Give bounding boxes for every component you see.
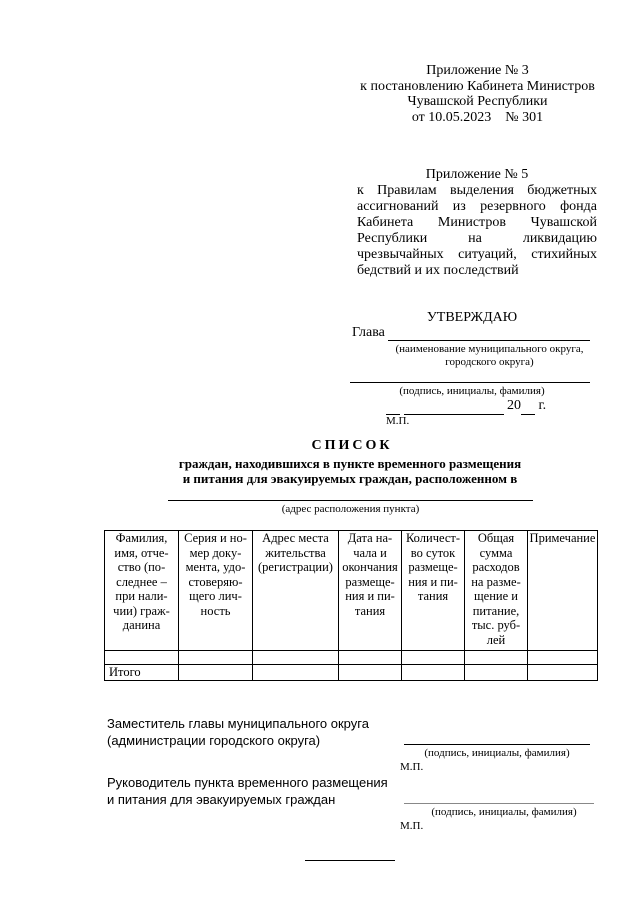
point-head-line-1: Руководитель пункта временного размещения bbox=[107, 775, 388, 790]
point-head-stamp: М.П. bbox=[400, 820, 424, 832]
deputy-signature-title bbox=[107, 715, 369, 749]
year-prefix: 20 bbox=[507, 398, 521, 413]
closing-separator bbox=[305, 860, 395, 861]
table-row bbox=[105, 651, 598, 665]
approver-signature-hint: (подпись, инициалы, фамилия) bbox=[399, 385, 545, 397]
table-cell[interactable] bbox=[339, 665, 402, 681]
deputy-line-2: (администрации городского округа) bbox=[107, 733, 321, 748]
appendix-3-line-2: Чувашской Республики bbox=[407, 94, 548, 109]
table-cell[interactable] bbox=[179, 651, 253, 665]
year-suffix: г. bbox=[538, 398, 547, 413]
table-cell[interactable] bbox=[528, 651, 598, 665]
address-line[interactable] bbox=[168, 500, 533, 501]
col-dates: Дата начала и окончания размещения и питания bbox=[339, 531, 402, 651]
total-label: Итого bbox=[105, 665, 179, 681]
deputy-line-1: Заместитель главы муниципального округа bbox=[107, 716, 369, 731]
table-header-row bbox=[105, 531, 598, 651]
municipality-name-line[interactable] bbox=[388, 340, 590, 341]
subtitle-line-1: граждан, находившихся в пункте временного размещения bbox=[178, 456, 522, 471]
document-subtitle bbox=[100, 456, 600, 486]
table-cell[interactable] bbox=[465, 651, 528, 665]
appendix-3-block bbox=[350, 63, 605, 125]
month-field[interactable] bbox=[404, 398, 504, 415]
municipality-hint bbox=[382, 343, 597, 368]
table-cell[interactable] bbox=[528, 665, 598, 681]
appendix-3-date-line: от 10.05.2023 № 301 bbox=[411, 109, 544, 125]
persons-table bbox=[104, 530, 598, 681]
col-document: Серия и номер документа, удостоверяющего личность bbox=[179, 531, 253, 651]
head-label: Глава bbox=[352, 325, 385, 340]
col-address: Адрес места жительства (регистрации) bbox=[253, 531, 339, 651]
deputy-signature-hint: (подпись, инициалы, фамилия) bbox=[424, 747, 570, 759]
table-cell[interactable] bbox=[339, 651, 402, 665]
point-head-line-2: и питания для эвакуируемых граждан bbox=[107, 792, 336, 807]
table-total-row bbox=[105, 665, 598, 681]
deputy-signature-line[interactable] bbox=[404, 744, 590, 745]
day-field[interactable] bbox=[386, 398, 400, 415]
table-cell[interactable] bbox=[402, 665, 465, 681]
point-head-signature-hint: (подпись, инициалы, фамилия) bbox=[431, 806, 577, 818]
table-cell[interactable] bbox=[105, 651, 179, 665]
municipality-hint-line-1: (наименование муниципального округа, bbox=[395, 343, 584, 355]
deputy-stamp: М.П. bbox=[400, 761, 424, 773]
appendix-5-text: к Правилам выделения бюджетных ассигнований из резервного фонда Кабинета Министров Чувашской Республики на ликвидацию чрезвычайных ситуаций, стихийных бедствий и их последствий bbox=[357, 183, 597, 278]
col-note: Примечание bbox=[528, 531, 598, 651]
table-cell[interactable] bbox=[465, 665, 528, 681]
appendix-3-title: Приложение № 3 bbox=[426, 63, 529, 78]
appendix-5-title: Приложение № 5 bbox=[425, 167, 529, 182]
point-head-signature-line[interactable] bbox=[404, 803, 594, 804]
appendix-3-line-1: к постановлению Кабинета Министров bbox=[360, 78, 595, 94]
year-field[interactable] bbox=[521, 398, 535, 415]
table-cell[interactable] bbox=[253, 665, 339, 681]
approval-stamp: М.П. bbox=[386, 415, 410, 427]
subtitle-line-2: и питания для эвакуируемых граждан, расположенном в bbox=[182, 471, 518, 486]
point-head-signature-title bbox=[107, 774, 388, 808]
col-days-count: Количество суток размещения и питания bbox=[402, 531, 465, 651]
col-total-amount: Общая сумма расходов на размещение и питание, тыс. рублей bbox=[465, 531, 528, 651]
approval-date bbox=[386, 398, 546, 415]
document-title: СПИСОК bbox=[311, 438, 393, 453]
table-cell[interactable] bbox=[402, 651, 465, 665]
col-full-name: Фамилия, имя, отчество (последнее – при наличии) гражданина bbox=[105, 531, 179, 651]
address-hint: (адрес расположения пункта) bbox=[281, 503, 420, 515]
approval-heading: УТВЕРЖДАЮ bbox=[426, 310, 518, 325]
table-cell[interactable] bbox=[179, 665, 253, 681]
municipality-hint-line-2: городского округа) bbox=[445, 355, 534, 368]
table-cell[interactable] bbox=[253, 651, 339, 665]
approver-signature-line[interactable] bbox=[350, 382, 590, 383]
